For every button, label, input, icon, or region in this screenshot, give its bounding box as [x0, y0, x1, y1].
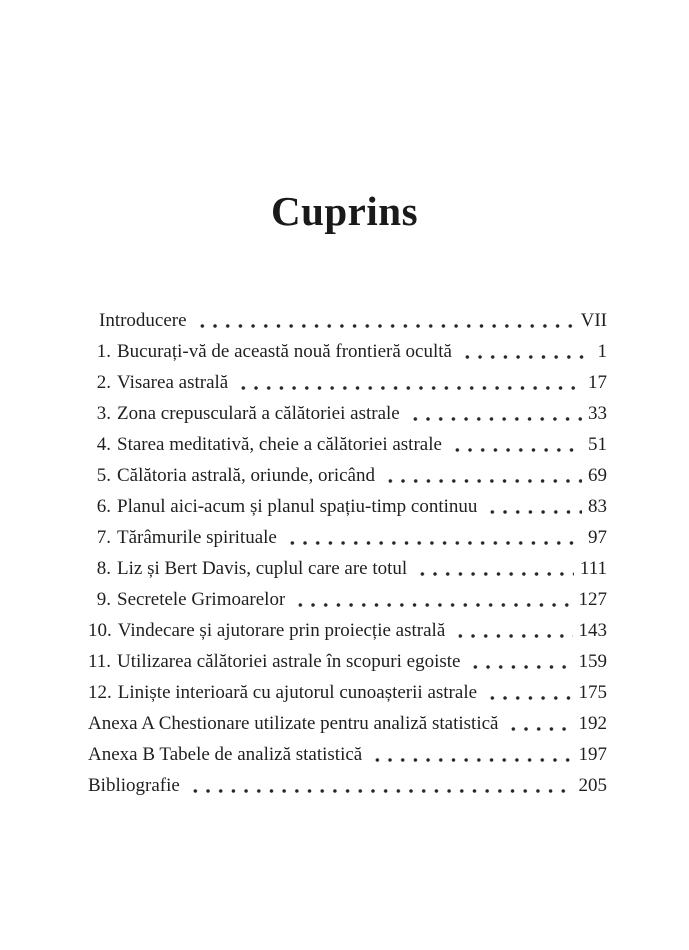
- toc-entry-number: 2.: [96, 372, 111, 393]
- toc-entry-page: VII: [580, 310, 607, 331]
- toc-entry-page: 97: [588, 527, 607, 548]
- toc-entry-number: 12.: [88, 682, 112, 703]
- toc-entry-page: 111: [579, 558, 607, 579]
- toc-entry-label: Utilizarea călătoriei astrale în scopuri egoiste: [117, 651, 461, 672]
- dot-leader: [414, 553, 574, 584]
- dot-leader: [452, 615, 572, 646]
- toc-entry: [88, 460, 607, 491]
- toc-entry-number: 4.: [96, 434, 111, 455]
- dot-leader: [484, 491, 582, 522]
- toc-entry-page: 197: [578, 744, 607, 765]
- toc-entry: [88, 305, 607, 336]
- toc-entry-label: Călătoria astrală, oriunde, oricând: [117, 465, 375, 486]
- toc-entry-number: 11.: [88, 651, 112, 672]
- toc-entry-label: Tărâmurile spirituale: [117, 527, 277, 548]
- toc-entry-page: 127: [578, 589, 607, 610]
- toc-entry: [88, 491, 607, 522]
- dot-leader: [467, 646, 572, 677]
- toc-entry: [88, 367, 607, 398]
- toc-entry-label: Bibliografie: [88, 775, 180, 796]
- toc-entry-page: 51: [588, 434, 607, 455]
- dot-leader: [382, 460, 582, 491]
- dot-leader: [484, 677, 572, 708]
- toc-entry-page: 205: [578, 775, 607, 796]
- toc-entry: [88, 336, 607, 367]
- toc-entry-number: 5.: [96, 465, 111, 486]
- toc-entry-label: Starea meditativă, cheie a călătoriei astrale: [117, 434, 442, 455]
- toc-entry-page: 143: [578, 620, 607, 641]
- toc-entry: [88, 615, 607, 646]
- toc-entry-label: Zona crepusculară a călătoriei astrale: [117, 403, 400, 424]
- toc-entry-label: Introducere: [99, 310, 187, 331]
- toc-entry-label: Anexa B Tabele de analiză statistică: [88, 744, 363, 765]
- toc-entry-page: 69: [588, 465, 607, 486]
- toc-entry: [88, 646, 607, 677]
- toc-entry: [88, 429, 607, 460]
- toc-entry: [88, 708, 607, 739]
- toc-entry-page: 83: [588, 496, 607, 517]
- toc-entry-number: 6.: [96, 496, 111, 517]
- toc-entry: [88, 553, 607, 584]
- dot-leader: [292, 584, 572, 615]
- dot-leader: [369, 739, 572, 770]
- toc-entry-label: Liz și Bert Davis, cuplul care are totul: [117, 558, 408, 579]
- toc-entry-label: Planul aici-acum și planul spațiu-timp continuu: [117, 496, 478, 517]
- page-title: Cuprins: [270, 188, 419, 234]
- dot-leader: [235, 367, 582, 398]
- dot-leader: [187, 770, 573, 801]
- dot-leader: [449, 429, 582, 460]
- toc-entry-page: 33: [588, 403, 607, 424]
- toc-entry-page: 159: [578, 651, 607, 672]
- toc-entry: [88, 770, 607, 801]
- toc-entry-number: 8.: [96, 558, 111, 579]
- toc-entry-label: Bucurați-vă de această nouă frontieră ocultă: [117, 341, 452, 362]
- toc-entry: [88, 584, 607, 615]
- toc-entry: [88, 522, 607, 553]
- dot-leader: [284, 522, 582, 553]
- toc-entry-label: Visarea astrală: [117, 372, 229, 393]
- toc-entry: [88, 739, 607, 770]
- toc-entry-page: 192: [578, 713, 607, 734]
- toc-entry: [88, 398, 607, 429]
- toc-entry-number: 1.: [96, 341, 111, 362]
- table-of-contents: [88, 305, 607, 801]
- toc-entry-page: 17: [588, 372, 607, 393]
- dot-leader: [194, 305, 575, 336]
- dot-leader: [505, 708, 572, 739]
- toc-entry-number: 7.: [96, 527, 111, 548]
- toc-entry-label: Vindecare și ajutorare prin proiecție astrală: [117, 620, 446, 641]
- toc-entry-label: Anexa A Chestionare utilizate pentru analiză statistică: [88, 713, 499, 734]
- toc-entry: [88, 677, 607, 708]
- toc-entry-number: 9.: [96, 589, 111, 610]
- dot-leader: [459, 336, 592, 367]
- toc-entry-page: 175: [578, 682, 607, 703]
- toc-entry-number: 10.: [88, 620, 112, 641]
- dot-leader: [407, 398, 582, 429]
- toc-entry-label: Secretele Grimoarelor: [117, 589, 286, 610]
- toc-entry-label: Liniște interioară cu ajutorul cunoașterii astrale: [117, 682, 478, 703]
- toc-entry-page: 1: [597, 341, 607, 362]
- toc-entry-number: 3.: [96, 403, 111, 424]
